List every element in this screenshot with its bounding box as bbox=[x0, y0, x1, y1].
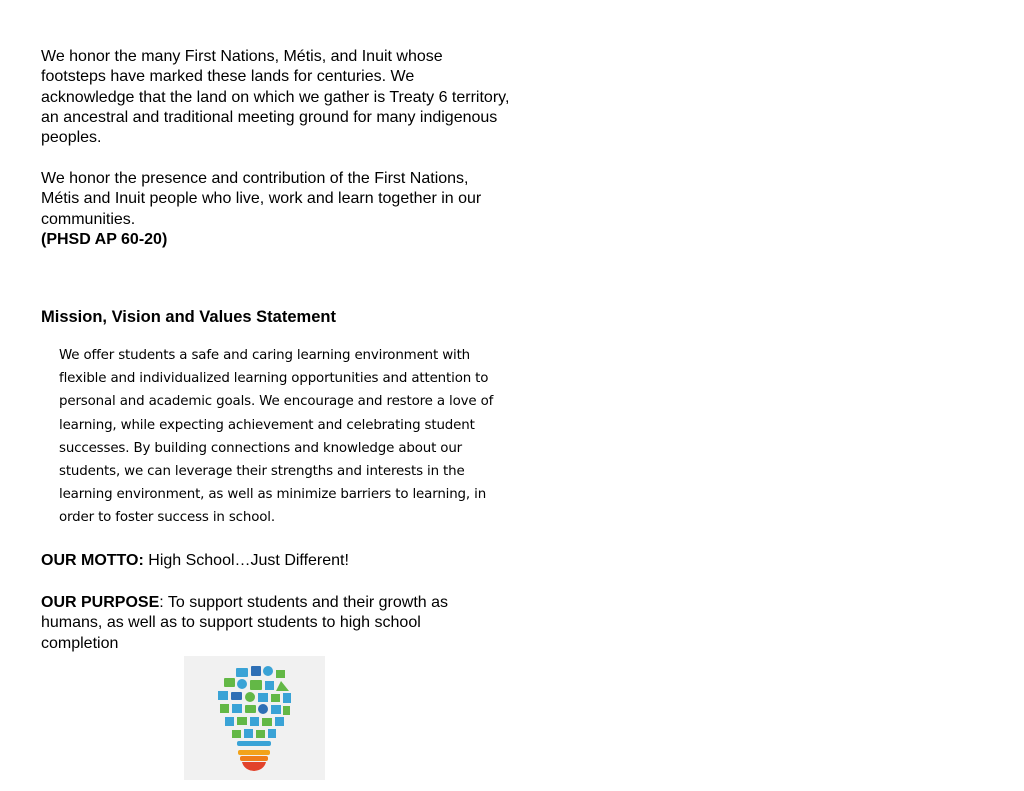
mission-heading: Mission, Vision and Values Statement bbox=[41, 308, 336, 326]
motto-line bbox=[41, 551, 511, 571]
education-lightbulb-icon bbox=[184, 656, 325, 780]
education-lightbulb-image bbox=[184, 656, 325, 780]
policy-reference: (PHSD AP 60-20) bbox=[41, 231, 168, 248]
bulb-base-band-1 bbox=[238, 750, 270, 755]
acknowledgement-paragraph-2: We honor the presence and contribution of the First Nations, Métis and Inuit people who live, work and learn together in our communities. bbox=[41, 170, 482, 228]
bulb-glyph-cluster bbox=[218, 666, 291, 746]
purpose-label: OUR PURPOSE bbox=[41, 594, 160, 611]
bulb-base-band-2 bbox=[240, 756, 268, 761]
purpose-line bbox=[41, 593, 491, 654]
bulb-base-tip bbox=[242, 762, 266, 771]
mission-statement: We offer students a safe and caring learning environment with flexible and individualized learning opportunities and attention to personal and academic goals. We encourage and restore a love of learning, while expecting achievement and celebrating student successes. By building connections and knowledge about our students, we can leverage their strengths and interests in the learning environment, as well as minimize barriers to learning, in order to foster success in school. bbox=[59, 348, 494, 526]
motto-text: High School…Just Different! bbox=[143, 552, 349, 569]
acknowledgement-paragraph-1: We honor the many First Nations, Métis, and Inuit whose footsteps have marked these lands for centuries. We acknowledge that the land on which we gather is Treaty 6 territory, an ancestral and traditional meeting ground for many indigenous peoples. bbox=[41, 48, 510, 147]
purpose-text: : To support students and their growth as humans, as well as to support students to high school completion bbox=[41, 594, 449, 652]
motto-label: OUR MOTTO: bbox=[41, 552, 144, 569]
